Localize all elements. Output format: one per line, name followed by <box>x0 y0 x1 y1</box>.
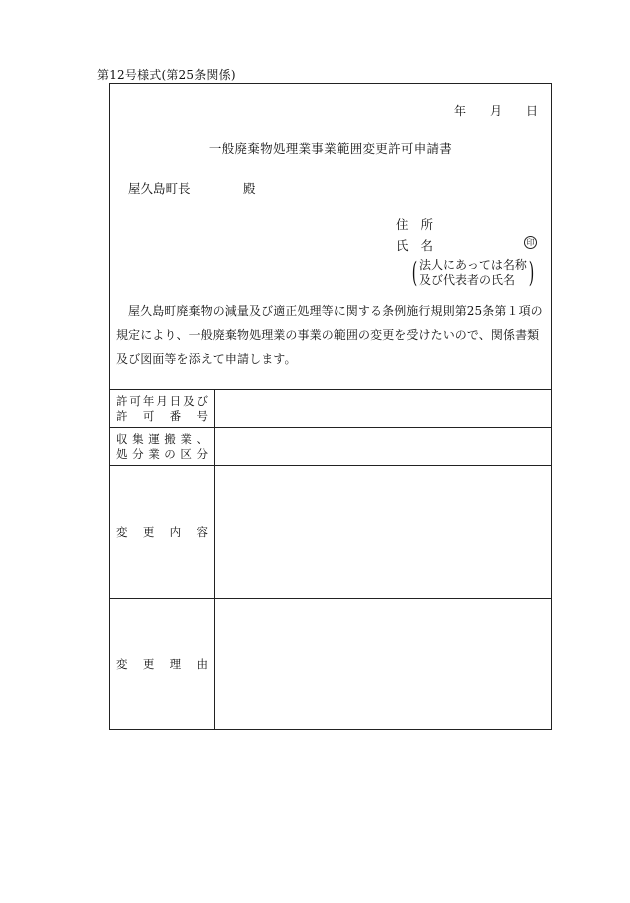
date-day-label: 日 <box>526 104 539 118</box>
change-reason-field[interactable] <box>215 599 551 730</box>
left-parenthesis: ( <box>411 256 418 289</box>
permit-label-line1: 許可年月日及び <box>116 393 208 408</box>
application-form <box>109 83 552 730</box>
applicant-name-label: 氏名 <box>396 238 446 253</box>
addressee: 屋久島町長 <box>128 181 191 196</box>
permit-label-line2: 許可番号 <box>116 408 208 423</box>
change-content-label-text: 変更内容 <box>116 524 208 539</box>
business-type-field[interactable] <box>215 428 551 465</box>
document-title: 一般廃棄物処理業事業範囲変更許可申請書 <box>208 141 453 156</box>
permit-date-number-field[interactable] <box>215 390 551 427</box>
business-type-label <box>110 428 214 465</box>
date-month-label: 月 <box>490 104 503 118</box>
right-parenthesis: ) <box>528 256 535 289</box>
honorific: 殿 <box>243 181 256 196</box>
change-content-field[interactable] <box>215 466 551 598</box>
change-reason-label <box>110 599 214 730</box>
business-type-label-line1: 収集運搬業、 <box>116 431 208 446</box>
corporation-note-line1: 法人にあっては名称 <box>419 258 527 272</box>
change-reason-label-text: 変更理由 <box>116 657 208 671</box>
application-statement: 屋久島町廃棄物の減量及び適正処理等に関する条例施行規則第25条第１項の規定により、一般廃棄物処理業の事業の範囲の変更を受けたいので、関係書類及び図面等を添えて申請します。 <box>116 304 543 366</box>
seal-mark: 印 <box>524 236 537 249</box>
change-content-label <box>110 466 214 598</box>
corporation-note <box>413 258 533 288</box>
permit-date-number-label <box>110 390 214 427</box>
form-number: 第12号様式(第25条関係) <box>97 68 236 82</box>
corporation-note-line2: 及び代表者の氏名 <box>419 273 516 287</box>
applicant-address-label: 住所 <box>396 217 446 232</box>
date-year-label: 年 <box>454 104 467 118</box>
business-type-label-line2: 処分業の区分 <box>116 446 208 461</box>
